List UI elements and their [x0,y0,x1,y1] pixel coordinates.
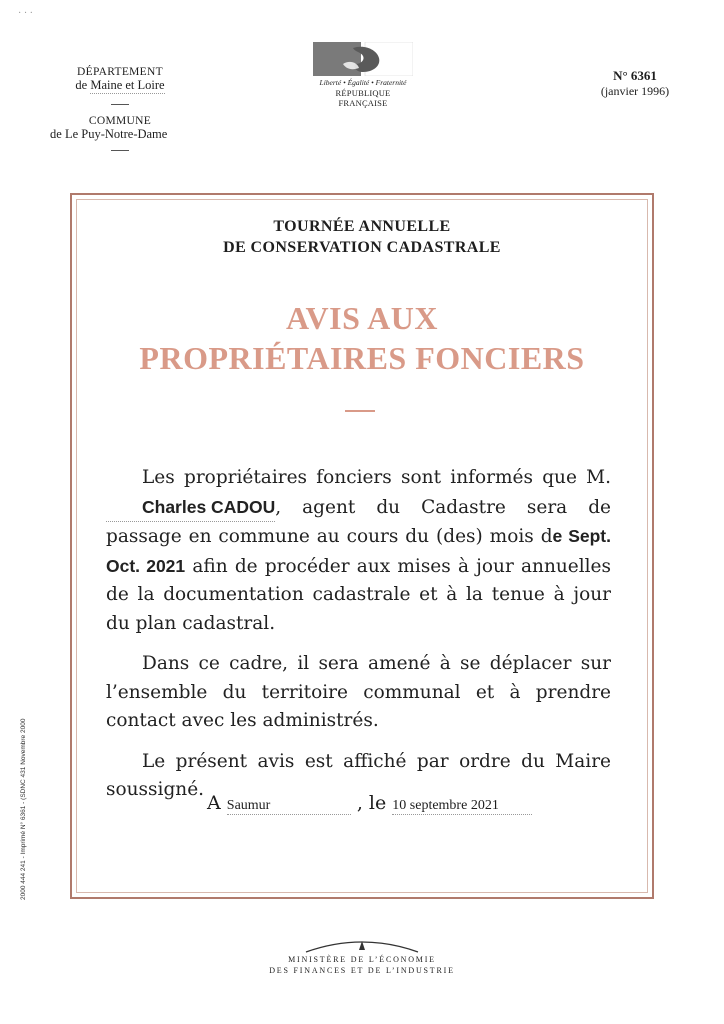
paragraph-2: Dans ce cadre, il sera amené à se déplacer sur l’ensemble du territoire communal et à prendre contact avec les administrés. [106,653,611,731]
republic-label: RÉPUBLIQUE FRANÇAISE [335,88,391,108]
agent-name: Charles CADOU [106,493,275,523]
republique-logo [310,42,416,108]
separator-line [111,150,129,151]
form-date: (janvier 1996) [600,84,670,98]
marianne-icon [313,42,413,76]
ministry-line-2: DES FINANCES ET DE L’INDUSTRIE [269,966,455,975]
motto: Liberté • Égalité • Fraternité [319,78,407,87]
date-prefix: , le [356,792,387,814]
place-prefix: A [207,792,221,814]
title-dash [345,410,375,412]
administrative-header [40,66,200,151]
departement-line [40,78,200,94]
scan-marks: · · · [18,8,33,19]
form-number: N° 6361 [613,68,657,83]
p1-end: afin de procéder aux mises à jour annuelles de la documentation cadastrale et à la tenue à jour du plan cadastral. [106,555,611,634]
departement-value: Maine et Loire [90,78,165,92]
commune-prefix: de [50,127,62,141]
months: e Sept. Oct. 2021 [106,526,611,576]
printer-reference: 2000 444 241 - Imprimé N° 6361 - (SDNC 431 Novembre 2000 [20,718,27,900]
ministry-line-1: MINISTÈRE DE L’ÉCONOMIE [288,955,436,964]
p1-start: Les propriétaires fonciers sont informés que M. [142,467,611,488]
departement-prefix: de [75,78,88,92]
form-reference [585,68,685,99]
commune-line [40,127,200,142]
paragraph-3: Le présent avis est affiché par ordre du Maire soussigné. [106,750,611,800]
separator-line [111,104,129,105]
date-value: 10 septembre 2021 [392,798,532,815]
paragraph-1 [106,464,611,638]
avis-line-2: PROPRIÉTAIRES FONCIERS [139,340,585,376]
commune-label: COMMUNE [88,115,152,127]
p1-middle: , agent du Cadastre sera de passage en commune au cours du (des) mois d [106,496,611,547]
avis-line-1: AVIS AUX [286,300,438,336]
place-value: Saumur [227,798,351,815]
ministry-footer [262,936,462,976]
tour-line-2: DE CONSERVATION CADASTRALE [223,239,501,256]
tour-heading [70,216,654,258]
tour-line-1: TOURNÉE ANNUELLE [273,218,451,235]
notice-body [106,464,611,817]
notice-title [70,298,654,378]
ministry-arc-icon [302,936,422,954]
commune-value: Le Puy-Notre-Dame [64,127,168,141]
signature-line [207,792,627,815]
departement-label: DÉPARTEMENT [77,66,163,78]
